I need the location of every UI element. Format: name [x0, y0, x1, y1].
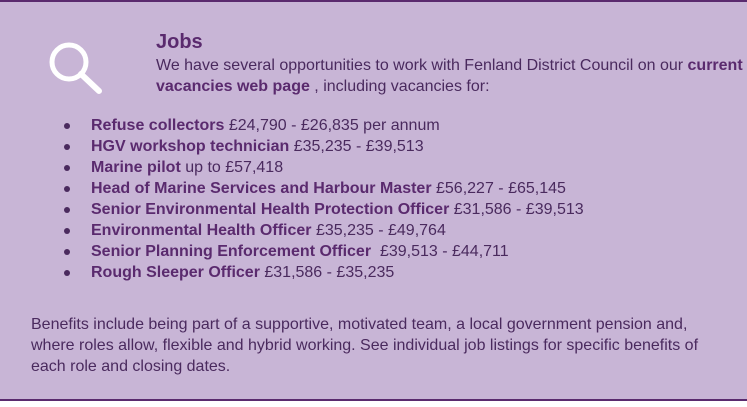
- job-title: Rough Sleeper Officer: [91, 264, 260, 281]
- list-item: [91, 178, 584, 199]
- search-icon: [46, 40, 106, 96]
- list-item: [91, 262, 584, 283]
- current-vacancies-link[interactable]: current vacancies web page: [156, 57, 743, 95]
- benefits-text: Benefits include being part of a supportive, motivated team, a local government pension and, where roles allow, flexible and hybrid working. See individual job listings for specific benefits of each role and closing dates.: [31, 316, 699, 375]
- job-title: Marine pilot: [91, 159, 181, 176]
- job-title: Senior Planning Enforcement Officer: [91, 243, 372, 260]
- list-item: [91, 199, 584, 220]
- jobs-list: [0, 115, 584, 283]
- list-item: [91, 220, 584, 241]
- job-salary: £24,790 - £26,835 per annum: [224, 117, 440, 134]
- intro-text-end: , including vacancies for:: [309, 78, 490, 95]
- list-item: [91, 115, 584, 136]
- job-title: Environmental Health Officer: [91, 222, 312, 239]
- job-salary: £56,227 - £65,145: [431, 180, 566, 197]
- job-title: Head of Marine Services and Harbour Master: [91, 180, 432, 197]
- page-title: Jobs: [156, 31, 203, 53]
- job-title: Refuse collectors: [91, 117, 225, 134]
- job-salary: up to £57,418: [180, 159, 284, 176]
- list-item: [91, 136, 584, 157]
- job-title: HGV workshop technician: [91, 138, 290, 155]
- job-salary: £39,513 - £44,711: [371, 243, 509, 260]
- job-salary: £35,235 - £39,513: [289, 138, 424, 155]
- intro-text-start: We have several opportunities to work with Fenland District Council on our: [156, 57, 688, 74]
- job-title: Senior Environmental Health Protection Officer: [91, 201, 450, 218]
- list-item: [91, 157, 584, 178]
- job-salary: £31,586 - £39,513: [449, 201, 584, 218]
- job-salary: £31,586 - £35,235: [259, 264, 395, 281]
- list-item: [91, 241, 584, 262]
- job-salary: £35,235 - £49,764: [311, 222, 446, 239]
- intro-text: [156, 55, 746, 97]
